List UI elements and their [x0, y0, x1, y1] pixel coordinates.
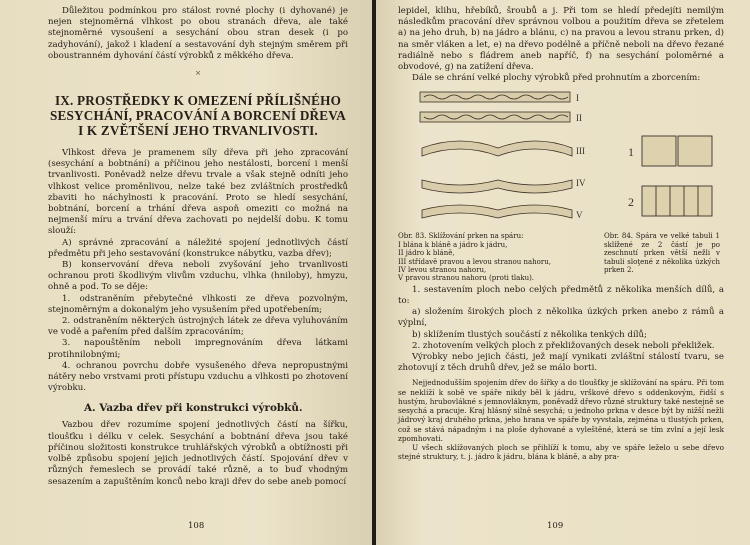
- fig83-label-1: I: [576, 93, 579, 104]
- left-page: [0, 0, 372, 545]
- paragraph-b: B) konservování dřeva neboli zvyšování jeho trvanlivosti ochranou proti škodlivým vlivům vzduchu, vlhka (hniloby), hmyzu, ohně a pod. To se děje:: [48, 260, 348, 293]
- list-item-1: 1. odstraněním přebytečné vlhkosti ze dřeva pozvolným, stejnoměrným a dokonalým jeho vysušením před upotřebením;: [48, 293, 348, 315]
- chapter-paragraph: Vlhkost dřeva je pramenem síly dřeva při jeho zpracování (sesychání a bobtnání) a příčinou jeho nestálosti, borcení i menší trvanlivosti. Poněvadž nelze dřevu trvale a však stejně odníti jeho vlhkost velice proměnlivou, nelze také bez zvláštních prostředků zbaviti ho náchylnosti k pracování. Proto se hledí sesychání, bobtnání, borcení a trhání dřeva aspoň omeziti co možná na nejmenší míru a trvání dřeva zachovati po nejdelší dobu. K tomu slouží:: [48, 148, 348, 237]
- method-1: 1. sestavením ploch nebo celých předmětů z několika menších dílů, a to:: [398, 284, 724, 307]
- section-title: A. Vazba dřev při konstrukci výrobků.: [84, 402, 303, 415]
- stability-paragraph: Výrobky nebo jejich části, jež mají vynikati zvláštní stálostí tvaru, se zhotovují z těch druhů dřev, jež se málo borti.: [398, 352, 724, 374]
- method-2: 2. zhotovením velkých ploch z překližovaných desek neboli překližek.: [412, 340, 715, 351]
- small-paragraph-2: U všech sklížovaných ploch se přihlíží k tomu, aby ve spáře leželo u sebe dřevo stejné struktury, t. j. jádro k jádru, blána k bláně, a aby pra-: [398, 442, 724, 462]
- chapter-title: IX. PROSTŘEDKY K OMEZENÍ PŘÍLIŠNÉHO SESYCHÁNÍ, PRACOVÁNÍ A BORCENÍ DŘEVA I K ZVĚTŠENÍ JEHO TRVANLIVOSTI.: [49, 93, 347, 139]
- method-1a: a) složením širokých ploch z několika úzkých prken anebo z rámů a výplní,: [398, 307, 724, 329]
- list-item-3: 3. napouštěním neboli impregnováním dřeva látkami protihnilobnými;: [48, 338, 348, 360]
- fig83-label-4: IV: [576, 178, 586, 189]
- paragraph-a: A) správné zpracování a náležité spojení jednotlivých částí předmětu při jeho sestavování (konstrukce nábytku, vazba dřev);: [48, 237, 348, 259]
- figure-83: [398, 88, 598, 282]
- figures-row: [398, 88, 724, 282]
- page-number-left: 108: [188, 521, 205, 531]
- fig83-label-5: V: [576, 210, 583, 221]
- small-print: [398, 378, 724, 461]
- continued-paragraph: lepidel, klihu, hřebíků, šroubů a j. Při tom se hledí předejíti nemilým následkům pracování dřev správnou volbou a použitím dřeva se zřetelem a) na jeho druh, b) na jádro a blánu, c) na pravou a levou stranu prken, d) na směr vláken a let, e) na dřevo podélně a příčně neboli na dřevo řezané radiálně nebo s fládrem aneb napříč, f) na sesychání poloměrné a obvodové, g) na zatížení dřeva.: [398, 6, 724, 73]
- left-page-text: [48, 6, 348, 488]
- list-item-2: 2. odstraněním některých ústrojných látek ze dřeva vyluhováním ve vodě a pařením před dalším zpracováním;: [48, 316, 348, 338]
- small-paragraph-1: Nejjednodušším spojením dřev do šířky a do tloušťky je sklížování na spáru. Při tom se neklíží k sobě ve spáře nikdy běl k jádru, vrškové dřevo s oddenkovým, řidší s hustým, hrubovlákné s jemnovláknym, poněvadž dřevo různé struktury také nestejně se sesychá a pracuje. Kraj hlásný silně sesychá; u jednoho prkna v desce být by nižší nežli jádrový kraj druhého prkna, jeho hrana ve spáře by vyvstala, zejména u tlustých prken, což se stává nápadným i na ploše dyhované a vyleštěné, která se tím zvlní a její lesk zpomhovati.: [398, 378, 724, 443]
- page-number-right: 109: [547, 521, 564, 531]
- fig83-label-3: III: [576, 146, 585, 157]
- fig84-label-1: 1: [628, 145, 634, 160]
- list-item-4: 4. ochranou povrchu dobře vysušeného dřeva nepropustnými nátěry nebo vrstvami proti přístupu vzduchu a vlhkosti po zhotovení výrobku.: [48, 360, 348, 394]
- figure-84-caption: Obr. 84. Spára ve velké tabuli 1 sklížené ze 2 částí je po zeschnutí prken větší nežli v tabuli sloţené z několika úzkých prken 2.: [604, 232, 720, 275]
- method-1b: b) sklížením tlustých součástí z několika tenkých dílů;: [412, 329, 647, 340]
- figure-83-caption: Obr. 83. Sklížování prken na spáru: I blána k bláně a jádro k jádru, II jádro k bláně, III střídavě pravou a levou stranou nahoru, IV levou stranou nahoru, V pravou stranou nahoru (proti tlaku).: [398, 232, 551, 283]
- intro-list-paragraph: Dále se chrání velké plochy výrobků před prohnutím a zborcením:: [412, 73, 701, 84]
- fig84-label-2: 2: [628, 195, 634, 210]
- right-page: [376, 0, 750, 545]
- figure-83-drawing: [398, 88, 598, 228]
- figure-84-drawing: [604, 88, 720, 228]
- right-page-text: [398, 6, 724, 461]
- figure-84: [604, 88, 720, 282]
- section-paragraph: Vazbou dřev rozumíme spojení jednotlivých částí na šířku, tloušťku i délku v celek. Sesychání a bobtnání dřeva jsou také příčinou složitosti konstrukce truhlářských výrobků a obtížnosti při volbě způsobu spojení jejich jednotlivých částí. Spojování dřev v různých řemeslech se provádí také různě, a to buď vhodným sesazením a zapuštěním konců nebo kraji dřev do sebe aneb pomocí: [48, 420, 348, 487]
- separator-mark: ˟: [195, 68, 201, 83]
- fig83-label-2: II: [576, 113, 582, 124]
- intro-paragraph: Důležitou podmínkou pro stálost rovné plochy (i dyhované) je nejen stejnoměrná vlhkost po obou stranách dřeva, ale také stejnoměrné vysoušení a sesychání obou stran desek (i po zadyhování), jakož i kladení a sestavování dyh stejným směrem při oboustranném dyhování částí výrobků z měkkého dřeva.: [48, 6, 348, 61]
